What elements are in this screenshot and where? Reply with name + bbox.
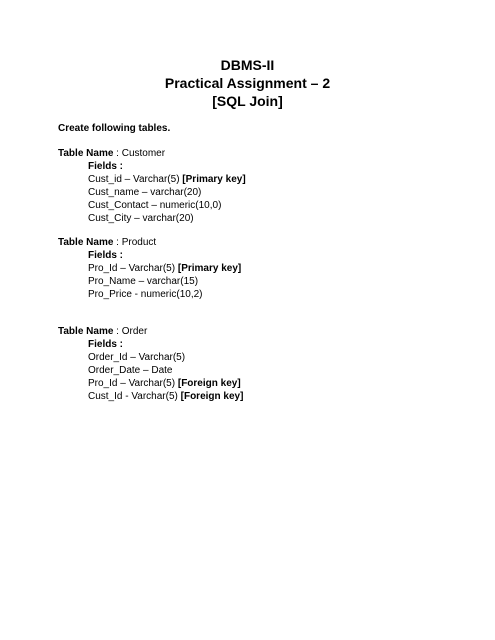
table-section-order [58, 325, 243, 403]
field-row [88, 186, 246, 199]
field-row [88, 173, 246, 186]
table-section-product [58, 236, 241, 301]
assignment-topic: [SQL Join] [212, 93, 283, 109]
table-name-value: : Product [113, 237, 157, 248]
intro-text: Create following tables. [58, 123, 171, 134]
field-row [88, 377, 243, 390]
field-key: [Primary key] [177, 263, 242, 274]
field-text: Pro_Name – varchar(15) [88, 276, 199, 287]
table-heading [58, 147, 246, 160]
field-row [88, 212, 246, 225]
field-text: Order_Date – Date [88, 365, 173, 376]
field-row [88, 275, 241, 288]
field-text: Cust_Contact – numeric(10,0) [88, 200, 222, 211]
field-row [88, 351, 243, 364]
field-key: [Foreign key] [180, 391, 244, 402]
field-text: Pro_Price - numeric(10,2) [88, 289, 203, 300]
field-row [88, 364, 243, 377]
field-text: Cust_City – varchar(20) [88, 213, 194, 224]
field-text: Pro_Id – Varchar(5) [88, 263, 178, 274]
table-name-label: Table Name [58, 148, 114, 159]
field-text: Pro_Id – Varchar(5) [88, 378, 178, 389]
assignment-title: Practical Assignment – 2 [164, 75, 331, 91]
field-text: Cust_name – varchar(20) [88, 187, 202, 198]
table-name-value: : Customer [113, 148, 166, 159]
fields-label: Fields : [88, 250, 124, 261]
field-row [88, 390, 243, 403]
title-block [0, 56, 495, 110]
field-text: Cust_id – Varchar(5) [88, 174, 183, 185]
field-text: Cust_Id - Varchar(5) [88, 391, 181, 402]
table-name-label: Table Name [58, 326, 114, 337]
table-section-customer [58, 147, 246, 225]
fields-label: Fields : [88, 161, 124, 172]
field-row [88, 288, 241, 301]
field-key: [Foreign key] [177, 378, 241, 389]
table-heading [58, 236, 241, 249]
field-key: [Primary key] [182, 174, 246, 185]
field-row [88, 262, 241, 275]
field-text: Order_Id – Varchar(5) [88, 352, 186, 363]
fields-label: Fields : [88, 339, 124, 350]
course-title: DBMS-II [220, 57, 275, 73]
table-heading [58, 325, 243, 338]
table-name-value: : Order [113, 326, 148, 337]
field-row [88, 199, 246, 212]
table-name-label: Table Name [58, 237, 114, 248]
